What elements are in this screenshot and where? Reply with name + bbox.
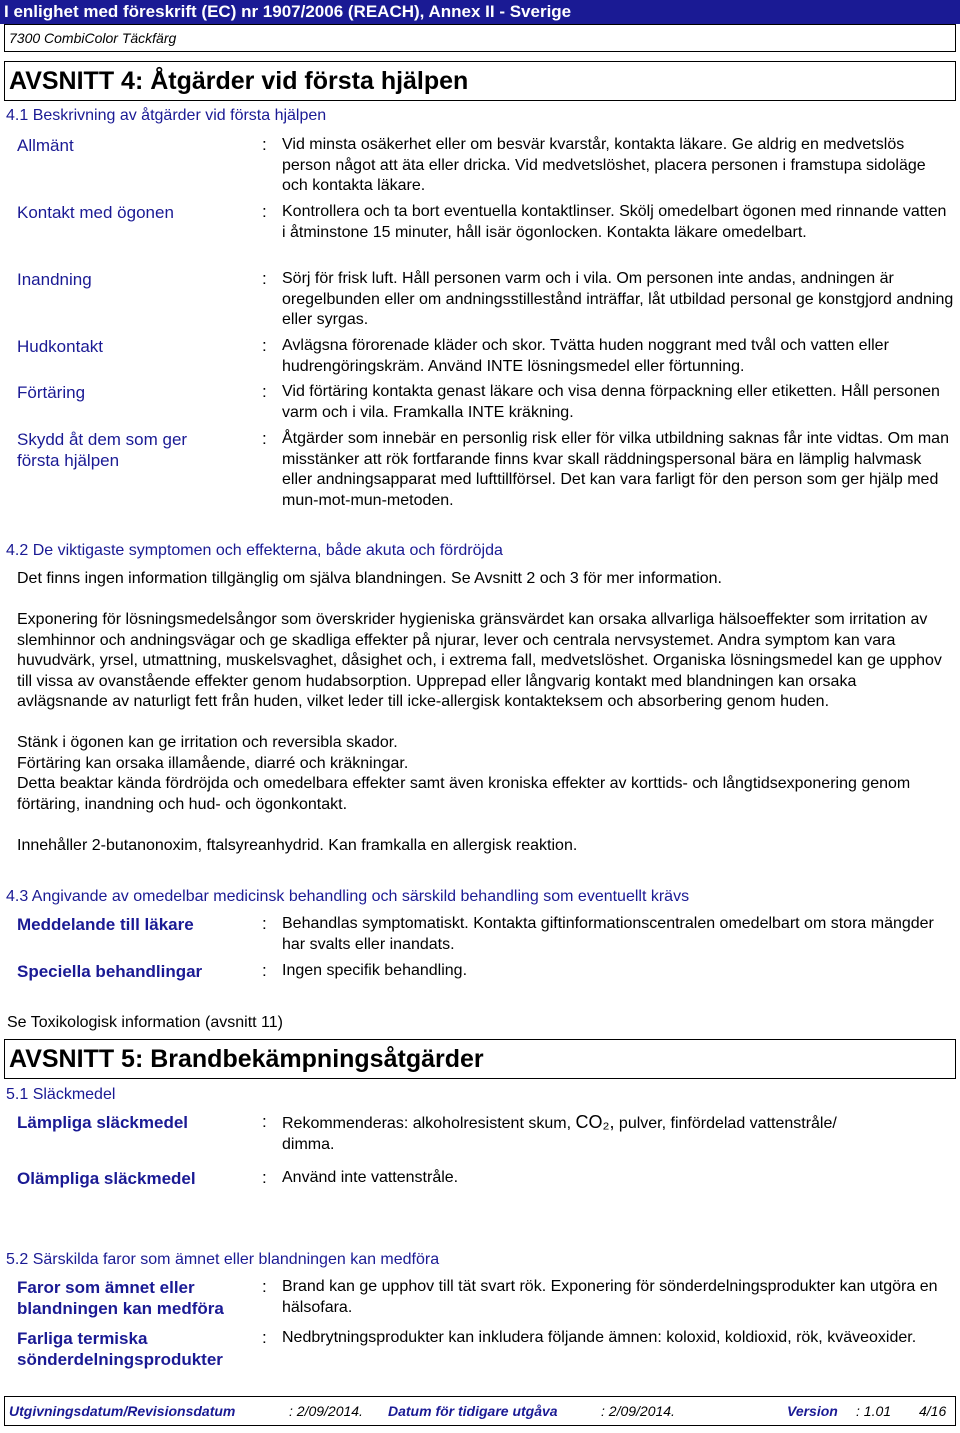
label-unsuitable-extinguishing: Olämpliga släckmedel: [17, 1169, 196, 1188]
suitable-text-post: pulver, finfördelad vattenstråle/: [618, 1115, 837, 1132]
subsection-4-3-title: 4.3 Angivande av omedelbar medicinsk behandling och särskild behandling som eventuellt krävs: [6, 888, 690, 905]
section-4-header: [4, 61, 956, 101]
colon: :: [262, 1328, 267, 1347]
label-first-aider-protection: Skydd åt dem som ger första hjälpen: [17, 430, 188, 470]
label-eye-contact: Kontakt med ögonen: [17, 203, 174, 222]
value-unsuitable-extinguishing: Använd inte vattenstråle.: [282, 1169, 459, 1186]
subsection-5-2-title: 5.2 Särskilda faror som ämnet eller blandningen kan medföra: [6, 1251, 440, 1268]
section-5-header: [4, 1039, 956, 1079]
colon: :: [262, 382, 267, 401]
label-ingestion: Förtäring: [17, 383, 86, 402]
label-suitable-extinguishing: Lämpliga släckmedel: [17, 1113, 189, 1132]
section-4-title: AVSNITT 4: Åtgärder vid första hjälpen: [9, 67, 469, 95]
value-eye-contact: Kontrollera och ta bort eventuella kontaktlinser. Skölj omedelbart ögonen med rinnande vatten i åtminstone 15 minuter, håll isär ögonlocken. Kontakta läkare omedelbart.: [282, 203, 947, 241]
see-toxicology: Se Toxikologisk information (avsnitt 11): [7, 1014, 283, 1031]
suitable-text-pre: Rekommenderas: alkoholresistent skum,: [282, 1115, 572, 1132]
colon: :: [262, 336, 267, 355]
regulation-banner: [0, 0, 960, 24]
issue-date-label: Utgivningsdatum/Revisionsdatum: [9, 1403, 236, 1419]
subsection-4-1-title: 4.1 Beskrivning av åtgärder vid första hjälpen: [6, 107, 327, 124]
label-thermal-decomposition: Farliga termiska sönderdelningsprodukter: [17, 1329, 223, 1369]
previous-date-value: : 2/09/2014.: [601, 1403, 675, 1419]
colon: :: [262, 202, 267, 221]
value-note-to-physician: Behandlas symptomatiskt. Kontakta giftinformationscentralen omedelbart om stora mängder har svalts eller inandats.: [282, 915, 934, 953]
value-thermal-decomposition: Nedbrytningsprodukter kan inkludera följande ämnen: koloxid, koldioxid, rök, kväveoxider.: [282, 1329, 917, 1346]
label-inhalation: Inandning: [17, 270, 92, 289]
colon: :: [262, 135, 267, 154]
symptoms-effects: Detta beaktar kända fördröjda och omedelbara effekter samt även kroniska effekter av korttids- och långtidsexponering genom förtäring, inandning och hud- och ögonkontakt.: [17, 775, 911, 813]
symptoms-exposure: Exponering för lösningsmedelsångor som överskrider hygieniska gränsvärdet kan orsaka allvarliga hälsoeffekter som irritation av slemhinnor och andningsvägar och ge skadliga effekter på njurar, lever och centrala nervsystemet. Andra symptom kan vara huvudvärk, yrsel, utmattning, muskelsvaghet, dåsighet och, i extrema fall, medvetslöshet. Organiska lösningsmedel kan ge upphov till vissa av ovanstående effekter genom hudabsorption. Upprepad eller långvarig kontakt med blandningen kan orsaka avlägsnande av naturligt fett från huden, vilket leder till icke-allergisk kontakteksem och absorbering genom huden.: [17, 611, 942, 710]
colon: :: [262, 269, 267, 288]
colon: :: [262, 429, 267, 448]
value-general: Vid minsta osäkerhet eller om besvär kvarstår, kontakta läkare. Ge aldrig en medvetslös person något att äta eller dricka. Vid medvetslöshet, placera personen i framstupa sidoläge och kontakta läkare.: [282, 136, 926, 194]
page-number: 4/16: [919, 1403, 947, 1419]
value-specific-treatments: Ingen specifik behandling.: [282, 962, 468, 979]
label-special-hazards: Faror som ämnet eller blandningen kan medföra: [17, 1278, 224, 1318]
value-ingestion: Vid förtäring kontakta genast läkare och visa denna förpackning eller etiketten. Håll personen varm och i vila. Framkalla INTE kräkning.: [282, 383, 940, 421]
label-general: Allmänt: [17, 136, 74, 155]
previous-date-label: Datum för tidigare utgåva: [388, 1403, 558, 1419]
value-skin-contact: Avlägsna förorenade kläder och skor. Tvätta huden noggrant med tvål och vatten eller hudrengöringskräm. Använd INTE lösningsmedel eller förtunning.: [282, 337, 889, 375]
value-special-hazards: Brand kan ge upphov till tät svart rök. Exponering för sönderdelningsprodukter kan utgöra en hälsofara.: [282, 1278, 938, 1316]
label-specific-treatments: Speciella behandlingar: [17, 962, 203, 981]
section-5-title: AVSNITT 5: Brandbekämpningsåtgärder: [9, 1045, 484, 1073]
label-skin-contact: Hudkontakt: [17, 337, 103, 356]
value-suitable-extinguishing: [282, 1112, 954, 1155]
colon: :: [262, 1168, 267, 1187]
colon: :: [262, 914, 267, 933]
suitable-text-line2: dimma.: [282, 1135, 335, 1153]
regulation-title: I enlighet med föreskrift (EC) nr 1907/2006 (REACH), Annex II - Sverige: [4, 2, 572, 21]
colon: :: [262, 1112, 267, 1131]
product-name: 7300 CombiColor Täckfärg: [9, 30, 177, 46]
colon: :: [262, 961, 267, 980]
page-footer: [4, 1396, 956, 1426]
version-value: : 1.01: [856, 1403, 892, 1419]
colon: :: [262, 1277, 267, 1296]
value-inhalation: Sörj för frisk luft. Håll personen varm och i vila. Om personen inte andas, andningen är oregelbunden eller om andningsstillestånd inträffar, låt utbildad personal ge konstgjord andning eller syrgas.: [282, 270, 954, 328]
product-header: [4, 24, 956, 52]
symptoms-ingestion: Förtäring kan orsaka illamående, diarré och kräkningar.: [17, 755, 409, 772]
label-note-to-physician: Meddelande till läkare: [17, 915, 194, 934]
version-label: Version: [787, 1403, 838, 1419]
subsection-4-2-title: 4.2 De viktigaste symptomen och effekterna, både akuta och fördröjda: [6, 542, 503, 559]
value-first-aider-protection: Åtgärder som innebär en personlig risk eller för vilka utbildning saknas får inte vidtas. Om man misstänker att rök fortfarande finns kvar skall räddningspersonal bära en lämplig halvmask eller andningsapparat med lufttillförsel. Det kan vara farligt för den person som ger hjälp med mun-mot-mun-metoden.: [282, 430, 949, 509]
subsection-5-1-title: 5.1 Släckmedel: [6, 1086, 116, 1103]
co2-formula: CO₂,: [575, 1112, 615, 1132]
issue-date-value: : 2/09/2014.: [289, 1403, 363, 1419]
symptoms-intro: Det finns ingen information tillgänglig om själva blandningen. Se Avsnitt 2 och 3 för mer information.: [17, 570, 722, 587]
symptoms-allergen: Innehåller 2-butanonoxim, ftalsyreanhydrid. Kan framkalla en allergisk reaktion.: [17, 837, 578, 854]
symptoms-eyes: Stänk i ögonen kan ge irritation och reversibla skador.: [17, 734, 398, 751]
